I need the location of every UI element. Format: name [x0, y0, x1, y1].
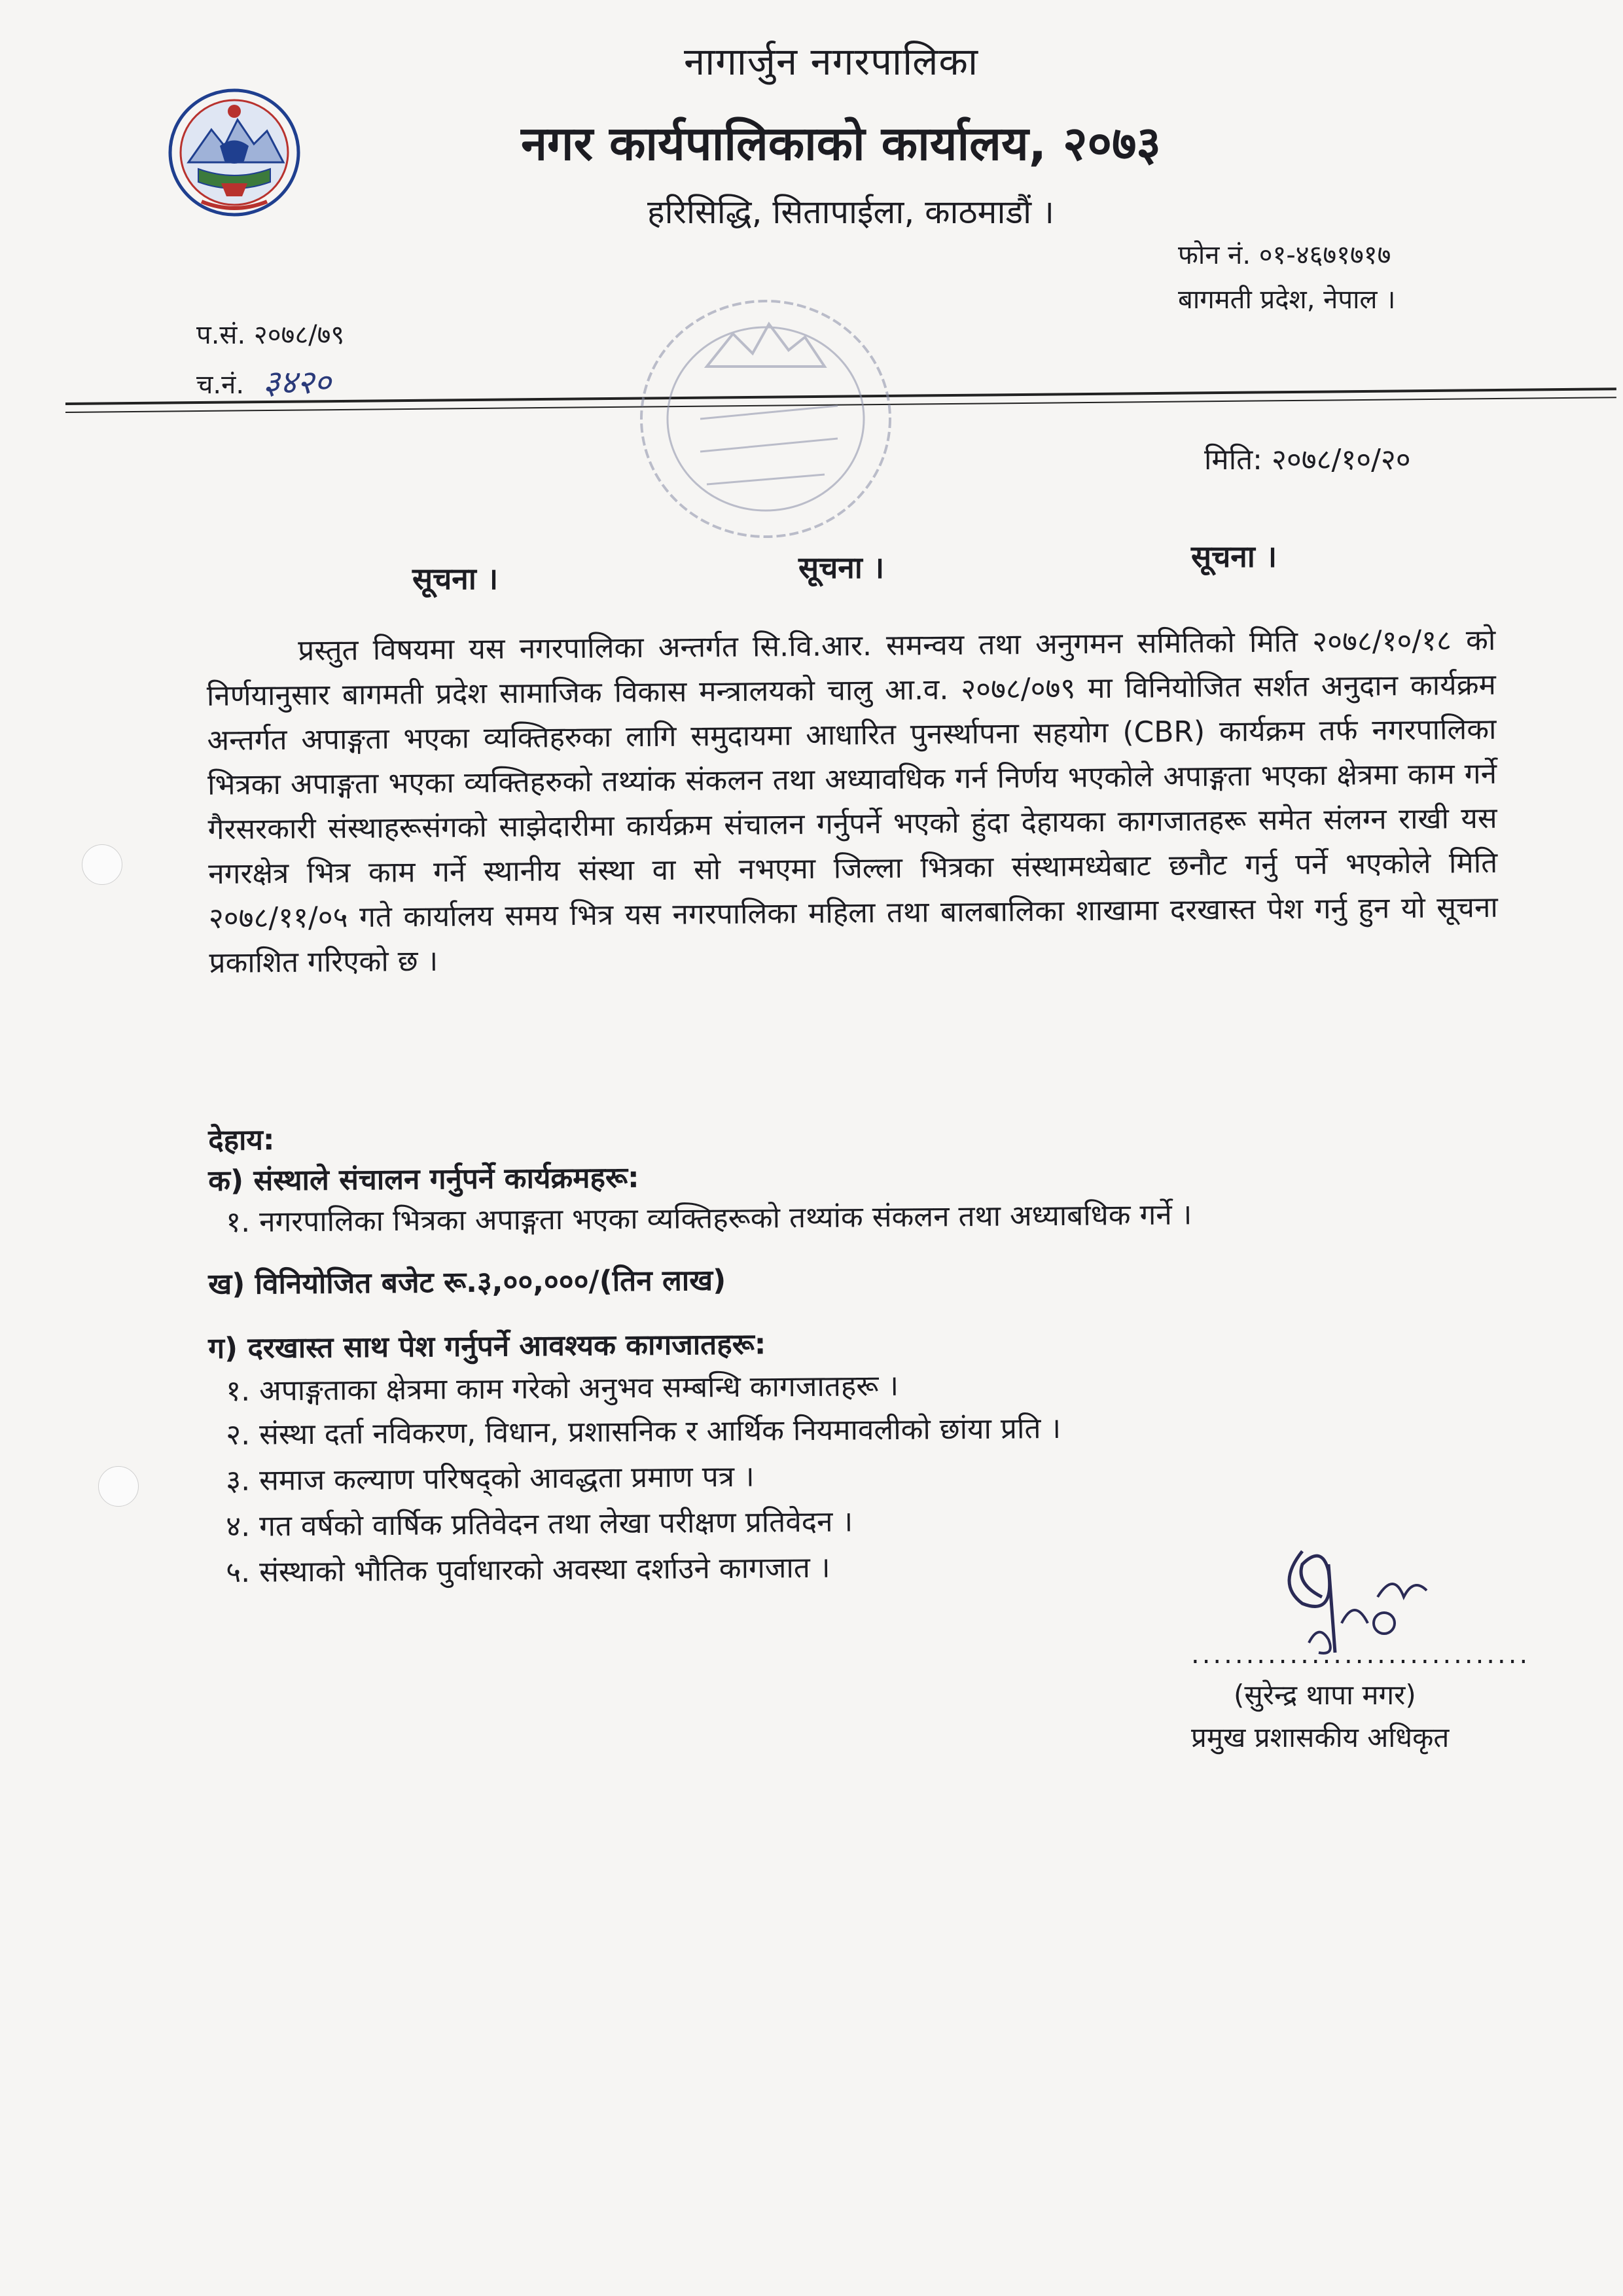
signature-line: ............................... [1191, 1640, 1531, 1670]
ps-value: २०७८/७९ [253, 320, 345, 350]
office-stamp-icon [628, 288, 903, 550]
signatory-name: (सुरेन्द्र थापा मगर) [1234, 1679, 1416, 1711]
punch-hole [98, 1466, 139, 1507]
section-kha-heading: ख) विनियोजित बजेट रू.३,००,०००/(तिन लाख) [208, 1263, 726, 1301]
cn-value: ३४२० [259, 363, 344, 403]
province: बागमती प्रदेश, नेपाल । [1178, 285, 1396, 315]
notice-heading-3: सूचना । [1191, 539, 1277, 574]
dehay-label: देहाय: [208, 1123, 275, 1157]
section-ga-item-2: २. संस्था दर्ता नविकरण, विधान, प्रशासनिक र आर्थिक नियमावलीको छांया प्रति । [226, 1411, 1061, 1452]
notice-heading-1: सूचना । [412, 561, 499, 596]
section-ka-item-1: १. नगरपालिका भित्रका अपाङ्गता भएका व्यक्तिहरूको तथ्यांक संकलन तथा अध्याबधिक गर्ने । [226, 1198, 1192, 1239]
section-ga-item-5: ५. संस्थाको भौतिक पुर्वाधारको अवस्था दर्शाउने कागजात । [226, 1551, 830, 1589]
notice-date: मिति: २०७८/१०/२० [1204, 443, 1411, 476]
section-ga-heading: ग) दरखास्त साथ पेश गर्नुपर्ने आवश्यक कागजातहरू: [208, 1327, 766, 1365]
office-address: हरिसिद्धि, सितापाईला, काठमाडौं । [647, 193, 1054, 231]
notice-body-paragraph: प्रस्तुत विषयमा यस नगरपालिका अन्तर्गत सि.वि.आर. समन्वय तथा अनुगमन समितिको मिति २०७८/१०/१८ को निर्णयानुसार बागमती प्रदेश सामाजिक विकास मन्त्रालयको चालु आ.व. २०७८/०७९ मा विनियोजित सर्शत अनुदान कार्यक्रम अन्तर्गत अपाङ्गता भएका व्यक्तिहरुका लागि समुदायमा आधारित पुनर्स्थापना सहयोग (CBR) कार्यक्रम तर्फ नगरपालिका भित्रका अपाङ्गता भएका व्यक्तिहरुको तथ्यांक संकलन तथा अध्यावधिक गर्न निर्णय भएकोले अपाङ्गता भएका क्षेत्रमा काम गर्ने गैरसरकारी संस्थाहरूसंगको साझेदारीमा कार्यक्रम संचालन गर्नुपर्ने भएको हुंदा देहायका कागजातहरू समेत संलग्न राखी यस नगरक्षेत्र भित्र काम गर्ने स्थानीय संस्था वा सो नभएमा जिल्ला भित्रका संस्थामध्येबाट छनौट गर्नु पर्ने भएकोले मिति २०७८/११/०५ गते कार्यालय समय भित्र यस नगरपालिका महिला तथा बालबालिका शाखामा दरखास्त पेश गर्नु हुन यो सूचना प्रकाशित गरिएको छ । [206, 623, 1499, 980]
municipality-name: नागार्जुन नगरपालिका [684, 39, 978, 84]
reference-ps [196, 315, 344, 351]
signatory-title: प्रमुख प्रशासकीय अधिकृत [1191, 1721, 1450, 1753]
punch-hole [82, 844, 122, 885]
reference-cn [196, 359, 344, 403]
cn-label: च.नं. [196, 370, 245, 400]
section-ka-heading: क) संस्थाले संचालन गर्नुपर्ने कार्यक्रमहरू: [208, 1160, 639, 1198]
section-ga-item-1: १. अपाङ्गताका क्षेत्रमा काम गरेको अनुभव सम्बन्धि कागजातहरू । [226, 1369, 899, 1408]
notice-heading-2: सूचना । [798, 550, 885, 585]
ps-label: प.सं. [196, 320, 246, 350]
phone-number: फोन नं. ०१-४६७१७१७ [1178, 240, 1391, 270]
office-name: नगर कार्यपालिकाको कार्यालय, २०७३ [521, 116, 1161, 171]
section-ga-item-3: ३. समाज कल्याण परिषद्को आवद्धता प्रमाण पत्र । [226, 1460, 755, 1498]
section-ga-item-4: ४. गत वर्षको वार्षिक प्रतिवेदन तथा लेखा परीक्षण प्रतिवेदन । [226, 1505, 853, 1543]
